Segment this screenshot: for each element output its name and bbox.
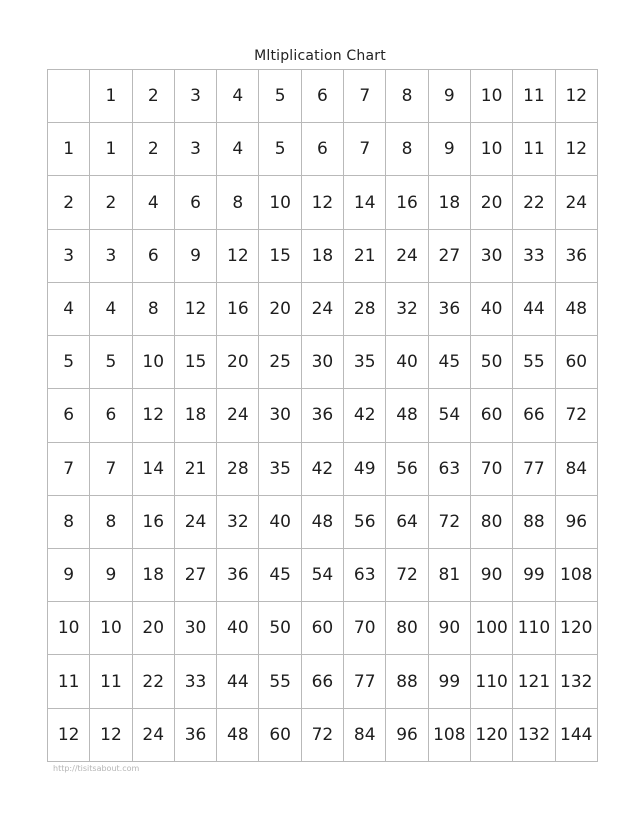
product-cell: 18	[174, 389, 216, 442]
product-cell: 3	[90, 229, 132, 282]
product-cell: 22	[132, 655, 174, 708]
product-cell: 80	[470, 495, 512, 548]
product-cell: 33	[174, 655, 216, 708]
product-cell: 25	[259, 336, 301, 389]
product-cell: 90	[470, 548, 512, 601]
product-cell: 20	[470, 176, 512, 229]
product-cell: 8	[132, 282, 174, 335]
table-row	[48, 176, 598, 229]
product-cell: 10	[470, 123, 512, 176]
product-cell: 44	[513, 282, 555, 335]
product-cell: 121	[513, 655, 555, 708]
product-cell: 12	[174, 282, 216, 335]
product-cell: 30	[301, 336, 343, 389]
product-cell: 15	[259, 229, 301, 282]
product-cell: 40	[259, 495, 301, 548]
product-cell: 4	[90, 282, 132, 335]
product-cell: 99	[513, 548, 555, 601]
product-cell: 64	[386, 495, 428, 548]
product-cell: 28	[344, 282, 386, 335]
product-cell: 77	[513, 442, 555, 495]
corner-cell	[48, 70, 90, 123]
row-header-cell: 12	[48, 708, 90, 761]
table-row	[48, 495, 598, 548]
product-cell: 11	[513, 123, 555, 176]
column-header-cell: 3	[174, 70, 216, 123]
column-header-cell: 7	[344, 70, 386, 123]
product-cell: 12	[217, 229, 259, 282]
product-cell: 40	[217, 602, 259, 655]
row-header-cell: 9	[48, 548, 90, 601]
product-cell: 14	[344, 176, 386, 229]
product-cell: 12	[90, 708, 132, 761]
product-cell: 24	[386, 229, 428, 282]
table-body	[48, 70, 598, 762]
table-row	[48, 123, 598, 176]
product-cell: 96	[555, 495, 597, 548]
product-cell: 60	[259, 708, 301, 761]
product-cell: 22	[513, 176, 555, 229]
product-cell: 35	[259, 442, 301, 495]
product-cell: 12	[132, 389, 174, 442]
column-header-cell: 12	[555, 70, 597, 123]
product-cell: 60	[555, 336, 597, 389]
row-header-cell: 7	[48, 442, 90, 495]
footer-url: http://tisitsabout.com	[53, 764, 140, 773]
table-row	[48, 389, 598, 442]
product-cell: 60	[301, 602, 343, 655]
product-cell: 30	[259, 389, 301, 442]
product-cell: 108	[428, 708, 470, 761]
table-row	[48, 442, 598, 495]
row-header-cell: 1	[48, 123, 90, 176]
product-cell: 24	[301, 282, 343, 335]
product-cell: 36	[428, 282, 470, 335]
product-cell: 42	[344, 389, 386, 442]
product-cell: 66	[301, 655, 343, 708]
product-cell: 144	[555, 708, 597, 761]
product-cell: 6	[174, 176, 216, 229]
product-cell: 35	[344, 336, 386, 389]
table-row	[48, 229, 598, 282]
product-cell: 20	[132, 602, 174, 655]
product-cell: 12	[555, 123, 597, 176]
product-cell: 24	[132, 708, 174, 761]
product-cell: 6	[90, 389, 132, 442]
header-row	[48, 70, 598, 123]
product-cell: 10	[132, 336, 174, 389]
column-header-cell: 9	[428, 70, 470, 123]
product-cell: 55	[513, 336, 555, 389]
product-cell: 36	[301, 389, 343, 442]
product-cell: 33	[513, 229, 555, 282]
product-cell: 27	[428, 229, 470, 282]
product-cell: 100	[470, 602, 512, 655]
product-cell: 36	[217, 548, 259, 601]
product-cell: 18	[301, 229, 343, 282]
product-cell: 55	[259, 655, 301, 708]
column-header-cell: 6	[301, 70, 343, 123]
product-cell: 21	[344, 229, 386, 282]
product-cell: 72	[301, 708, 343, 761]
product-cell: 63	[428, 442, 470, 495]
product-cell: 132	[513, 708, 555, 761]
product-cell: 11	[90, 655, 132, 708]
table-row	[48, 655, 598, 708]
table-row	[48, 548, 598, 601]
product-cell: 2	[132, 123, 174, 176]
product-cell: 48	[386, 389, 428, 442]
product-cell: 40	[470, 282, 512, 335]
product-cell: 70	[344, 602, 386, 655]
product-cell: 30	[174, 602, 216, 655]
product-cell: 18	[428, 176, 470, 229]
product-cell: 2	[90, 176, 132, 229]
product-cell: 28	[217, 442, 259, 495]
product-cell: 9	[428, 123, 470, 176]
product-cell: 5	[259, 123, 301, 176]
product-cell: 63	[344, 548, 386, 601]
product-cell: 132	[555, 655, 597, 708]
column-header-cell: 10	[470, 70, 512, 123]
product-cell: 99	[428, 655, 470, 708]
product-cell: 56	[386, 442, 428, 495]
product-cell: 6	[301, 123, 343, 176]
product-cell: 45	[428, 336, 470, 389]
product-cell: 42	[301, 442, 343, 495]
product-cell: 120	[470, 708, 512, 761]
product-cell: 44	[217, 655, 259, 708]
product-cell: 72	[428, 495, 470, 548]
product-cell: 8	[90, 495, 132, 548]
product-cell: 54	[301, 548, 343, 601]
product-cell: 48	[555, 282, 597, 335]
product-cell: 88	[386, 655, 428, 708]
row-header-cell: 6	[48, 389, 90, 442]
row-header-cell: 5	[48, 336, 90, 389]
product-cell: 1	[90, 123, 132, 176]
product-cell: 7	[90, 442, 132, 495]
row-header-cell: 8	[48, 495, 90, 548]
product-cell: 72	[386, 548, 428, 601]
table-row	[48, 602, 598, 655]
product-cell: 110	[513, 602, 555, 655]
column-header-cell: 4	[217, 70, 259, 123]
product-cell: 5	[90, 336, 132, 389]
product-cell: 16	[132, 495, 174, 548]
product-cell: 20	[259, 282, 301, 335]
product-cell: 9	[90, 548, 132, 601]
product-cell: 18	[132, 548, 174, 601]
table-row	[48, 708, 598, 761]
chart-title: Mltiplication Chart	[254, 48, 386, 64]
product-cell: 120	[555, 602, 597, 655]
product-cell: 27	[174, 548, 216, 601]
table-row	[48, 336, 598, 389]
product-cell: 24	[174, 495, 216, 548]
product-cell: 6	[132, 229, 174, 282]
product-cell: 30	[470, 229, 512, 282]
product-cell: 81	[428, 548, 470, 601]
product-cell: 16	[217, 282, 259, 335]
column-header-cell: 5	[259, 70, 301, 123]
product-cell: 72	[555, 389, 597, 442]
column-header-cell: 2	[132, 70, 174, 123]
product-cell: 49	[344, 442, 386, 495]
row-header-cell: 3	[48, 229, 90, 282]
product-cell: 80	[386, 602, 428, 655]
product-cell: 4	[217, 123, 259, 176]
table-row	[48, 282, 598, 335]
product-cell: 4	[132, 176, 174, 229]
product-cell: 77	[344, 655, 386, 708]
product-cell: 8	[217, 176, 259, 229]
column-header-cell: 11	[513, 70, 555, 123]
product-cell: 84	[555, 442, 597, 495]
row-header-cell: 11	[48, 655, 90, 708]
product-cell: 12	[301, 176, 343, 229]
product-cell: 14	[132, 442, 174, 495]
product-cell: 36	[555, 229, 597, 282]
product-cell: 32	[386, 282, 428, 335]
product-cell: 54	[428, 389, 470, 442]
product-cell: 48	[217, 708, 259, 761]
product-cell: 45	[259, 548, 301, 601]
product-cell: 24	[555, 176, 597, 229]
product-cell: 50	[470, 336, 512, 389]
product-cell: 96	[386, 708, 428, 761]
product-cell: 48	[301, 495, 343, 548]
product-cell: 16	[386, 176, 428, 229]
product-cell: 88	[513, 495, 555, 548]
product-cell: 10	[90, 602, 132, 655]
product-cell: 15	[174, 336, 216, 389]
row-header-cell: 10	[48, 602, 90, 655]
row-header-cell: 4	[48, 282, 90, 335]
product-cell: 10	[259, 176, 301, 229]
multiplication-table	[47, 69, 598, 762]
row-header-cell: 2	[48, 176, 90, 229]
product-cell: 56	[344, 495, 386, 548]
product-cell: 70	[470, 442, 512, 495]
column-header-cell: 8	[386, 70, 428, 123]
product-cell: 110	[470, 655, 512, 708]
product-cell: 20	[217, 336, 259, 389]
product-cell: 108	[555, 548, 597, 601]
product-cell: 21	[174, 442, 216, 495]
product-cell: 9	[174, 229, 216, 282]
product-cell: 7	[344, 123, 386, 176]
product-cell: 8	[386, 123, 428, 176]
product-cell: 60	[470, 389, 512, 442]
product-cell: 90	[428, 602, 470, 655]
product-cell: 24	[217, 389, 259, 442]
product-cell: 32	[217, 495, 259, 548]
column-header-cell: 1	[90, 70, 132, 123]
product-cell: 50	[259, 602, 301, 655]
product-cell: 40	[386, 336, 428, 389]
product-cell: 66	[513, 389, 555, 442]
product-cell: 84	[344, 708, 386, 761]
product-cell: 36	[174, 708, 216, 761]
product-cell: 3	[174, 123, 216, 176]
